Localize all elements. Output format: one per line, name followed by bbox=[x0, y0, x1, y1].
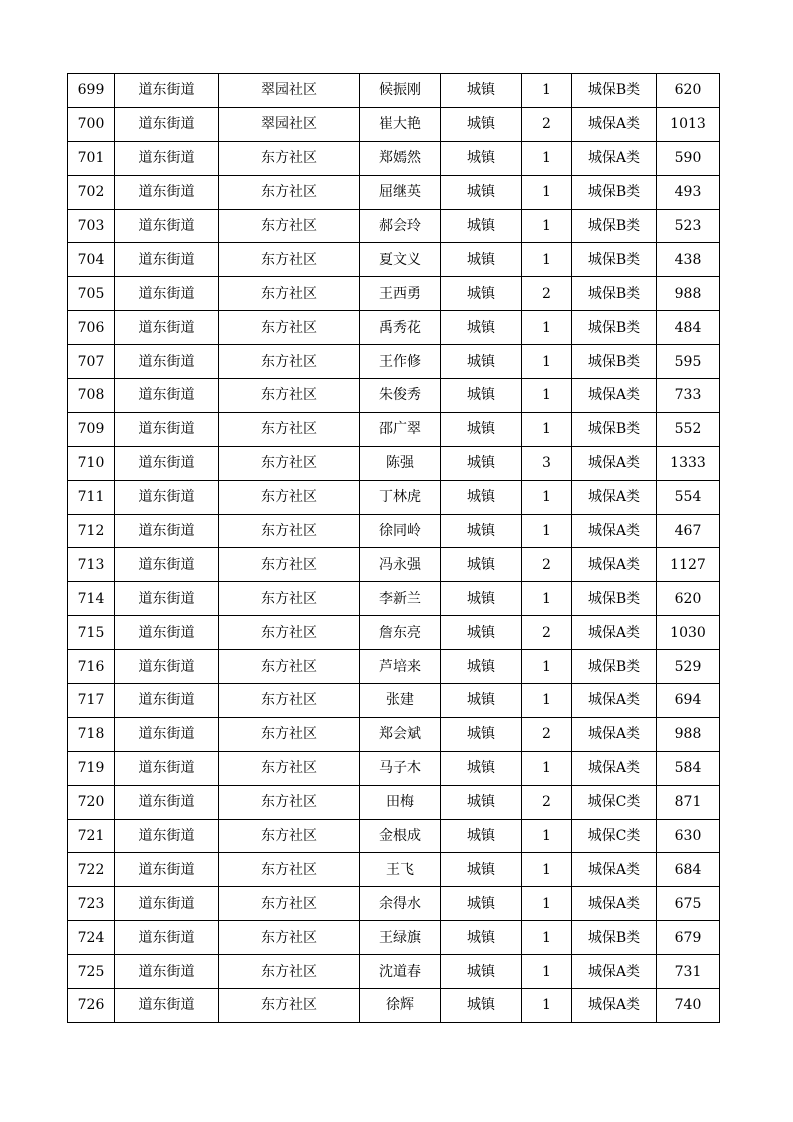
table-row bbox=[68, 74, 720, 108]
area-type-cell: 城镇 bbox=[441, 548, 522, 582]
person-name-cell: 王作修 bbox=[360, 345, 441, 379]
area-type-cell: 城镇 bbox=[441, 141, 522, 175]
amount-cell: 1333 bbox=[657, 446, 720, 480]
serial-number-cell: 721 bbox=[68, 819, 115, 853]
community-cell: 东方社区 bbox=[219, 853, 360, 887]
person-name-cell: 詹东亮 bbox=[360, 616, 441, 650]
serial-number-cell: 712 bbox=[68, 514, 115, 548]
serial-number-cell: 717 bbox=[68, 684, 115, 718]
amount-cell: 529 bbox=[657, 650, 720, 684]
category-cell: 城保B类 bbox=[572, 74, 657, 108]
household-size-cell: 1 bbox=[522, 379, 572, 413]
street-cell: 道东街道 bbox=[115, 955, 219, 989]
street-cell: 道东街道 bbox=[115, 548, 219, 582]
household-size-cell: 2 bbox=[522, 616, 572, 650]
serial-number-cell: 710 bbox=[68, 446, 115, 480]
household-size-cell: 1 bbox=[522, 311, 572, 345]
area-type-cell: 城镇 bbox=[441, 345, 522, 379]
area-type-cell: 城镇 bbox=[441, 480, 522, 514]
household-size-cell: 2 bbox=[522, 277, 572, 311]
category-cell: 城保A类 bbox=[572, 853, 657, 887]
street-cell: 道东街道 bbox=[115, 616, 219, 650]
table-row bbox=[68, 921, 720, 955]
amount-cell: 988 bbox=[657, 277, 720, 311]
street-cell: 道东街道 bbox=[115, 345, 219, 379]
amount-cell: 552 bbox=[657, 412, 720, 446]
amount-cell: 493 bbox=[657, 175, 720, 209]
serial-number-cell: 706 bbox=[68, 311, 115, 345]
serial-number-cell: 709 bbox=[68, 412, 115, 446]
community-cell: 东方社区 bbox=[219, 989, 360, 1023]
person-name-cell: 邵广翠 bbox=[360, 412, 441, 446]
household-size-cell: 2 bbox=[522, 717, 572, 751]
household-size-cell: 1 bbox=[522, 480, 572, 514]
category-cell: 城保A类 bbox=[572, 989, 657, 1023]
category-cell: 城保A类 bbox=[572, 955, 657, 989]
community-cell: 东方社区 bbox=[219, 921, 360, 955]
area-type-cell: 城镇 bbox=[441, 989, 522, 1023]
category-cell: 城保A类 bbox=[572, 514, 657, 548]
community-cell: 东方社区 bbox=[219, 548, 360, 582]
person-name-cell: 徐同岭 bbox=[360, 514, 441, 548]
area-type-cell: 城镇 bbox=[441, 209, 522, 243]
household-size-cell: 1 bbox=[522, 243, 572, 277]
category-cell: 城保B类 bbox=[572, 175, 657, 209]
amount-cell: 1127 bbox=[657, 548, 720, 582]
area-type-cell: 城镇 bbox=[441, 379, 522, 413]
household-size-cell: 3 bbox=[522, 446, 572, 480]
area-type-cell: 城镇 bbox=[441, 446, 522, 480]
table-row bbox=[68, 717, 720, 751]
category-cell: 城保A类 bbox=[572, 887, 657, 921]
table-row bbox=[68, 379, 720, 413]
area-type-cell: 城镇 bbox=[441, 751, 522, 785]
serial-number-cell: 701 bbox=[68, 141, 115, 175]
area-type-cell: 城镇 bbox=[441, 819, 522, 853]
area-type-cell: 城镇 bbox=[441, 684, 522, 718]
amount-cell: 988 bbox=[657, 717, 720, 751]
street-cell: 道东街道 bbox=[115, 684, 219, 718]
amount-cell: 467 bbox=[657, 514, 720, 548]
amount-cell: 484 bbox=[657, 311, 720, 345]
household-size-cell: 1 bbox=[522, 582, 572, 616]
amount-cell: 675 bbox=[657, 887, 720, 921]
household-size-cell: 1 bbox=[522, 514, 572, 548]
community-cell: 东方社区 bbox=[219, 582, 360, 616]
area-type-cell: 城镇 bbox=[441, 107, 522, 141]
household-size-cell: 1 bbox=[522, 412, 572, 446]
serial-number-cell: 726 bbox=[68, 989, 115, 1023]
area-type-cell: 城镇 bbox=[441, 582, 522, 616]
table-row bbox=[68, 989, 720, 1023]
area-type-cell: 城镇 bbox=[441, 887, 522, 921]
amount-cell: 731 bbox=[657, 955, 720, 989]
household-size-cell: 1 bbox=[522, 887, 572, 921]
household-size-cell: 1 bbox=[522, 684, 572, 718]
street-cell: 道东街道 bbox=[115, 819, 219, 853]
person-name-cell: 田梅 bbox=[360, 785, 441, 819]
category-cell: 城保B类 bbox=[572, 412, 657, 446]
household-size-cell: 1 bbox=[522, 989, 572, 1023]
household-size-cell: 1 bbox=[522, 345, 572, 379]
street-cell: 道东街道 bbox=[115, 175, 219, 209]
category-cell: 城保A类 bbox=[572, 751, 657, 785]
amount-cell: 630 bbox=[657, 819, 720, 853]
table-row bbox=[68, 209, 720, 243]
household-size-cell: 2 bbox=[522, 107, 572, 141]
person-name-cell: 郑嫣然 bbox=[360, 141, 441, 175]
serial-number-cell: 711 bbox=[68, 480, 115, 514]
category-cell: 城保B类 bbox=[572, 209, 657, 243]
table-row bbox=[68, 785, 720, 819]
table-row bbox=[68, 243, 720, 277]
category-cell: 城保A类 bbox=[572, 616, 657, 650]
serial-number-cell: 702 bbox=[68, 175, 115, 209]
category-cell: 城保A类 bbox=[572, 548, 657, 582]
amount-cell: 590 bbox=[657, 141, 720, 175]
street-cell: 道东街道 bbox=[115, 887, 219, 921]
person-name-cell: 王飞 bbox=[360, 853, 441, 887]
person-name-cell: 夏文义 bbox=[360, 243, 441, 277]
community-cell: 东方社区 bbox=[219, 141, 360, 175]
household-size-cell: 1 bbox=[522, 751, 572, 785]
area-type-cell: 城镇 bbox=[441, 717, 522, 751]
street-cell: 道东街道 bbox=[115, 582, 219, 616]
amount-cell: 871 bbox=[657, 785, 720, 819]
community-cell: 东方社区 bbox=[219, 277, 360, 311]
person-name-cell: 沈道春 bbox=[360, 955, 441, 989]
serial-number-cell: 714 bbox=[68, 582, 115, 616]
street-cell: 道东街道 bbox=[115, 785, 219, 819]
community-cell: 东方社区 bbox=[219, 175, 360, 209]
street-cell: 道东街道 bbox=[115, 446, 219, 480]
community-cell: 东方社区 bbox=[219, 243, 360, 277]
street-cell: 道东街道 bbox=[115, 717, 219, 751]
community-cell: 翠园社区 bbox=[219, 74, 360, 108]
category-cell: 城保B类 bbox=[572, 311, 657, 345]
community-cell: 东方社区 bbox=[219, 785, 360, 819]
household-size-cell: 1 bbox=[522, 74, 572, 108]
table-row bbox=[68, 582, 720, 616]
amount-cell: 733 bbox=[657, 379, 720, 413]
category-cell: 城保A类 bbox=[572, 107, 657, 141]
serial-number-cell: 708 bbox=[68, 379, 115, 413]
community-cell: 东方社区 bbox=[219, 887, 360, 921]
category-cell: 城保A类 bbox=[572, 141, 657, 175]
table-row bbox=[68, 684, 720, 718]
household-size-cell: 1 bbox=[522, 819, 572, 853]
community-cell: 东方社区 bbox=[219, 819, 360, 853]
table-row bbox=[68, 853, 720, 887]
street-cell: 道东街道 bbox=[115, 412, 219, 446]
table-row bbox=[68, 141, 720, 175]
area-type-cell: 城镇 bbox=[441, 412, 522, 446]
category-cell: 城保B类 bbox=[572, 345, 657, 379]
amount-cell: 694 bbox=[657, 684, 720, 718]
category-cell: 城保A类 bbox=[572, 717, 657, 751]
category-cell: 城保B类 bbox=[572, 921, 657, 955]
community-cell: 东方社区 bbox=[219, 514, 360, 548]
person-name-cell: 芦培来 bbox=[360, 650, 441, 684]
street-cell: 道东街道 bbox=[115, 243, 219, 277]
community-cell: 东方社区 bbox=[219, 616, 360, 650]
street-cell: 道东街道 bbox=[115, 141, 219, 175]
community-cell: 东方社区 bbox=[219, 209, 360, 243]
amount-cell: 679 bbox=[657, 921, 720, 955]
serial-number-cell: 699 bbox=[68, 74, 115, 108]
amount-cell: 438 bbox=[657, 243, 720, 277]
serial-number-cell: 716 bbox=[68, 650, 115, 684]
serial-number-cell: 723 bbox=[68, 887, 115, 921]
table-row bbox=[68, 514, 720, 548]
amount-cell: 620 bbox=[657, 74, 720, 108]
area-type-cell: 城镇 bbox=[441, 514, 522, 548]
household-size-cell: 1 bbox=[522, 955, 572, 989]
table-row bbox=[68, 650, 720, 684]
community-cell: 东方社区 bbox=[219, 650, 360, 684]
person-name-cell: 崔大艳 bbox=[360, 107, 441, 141]
person-name-cell: 屈继英 bbox=[360, 175, 441, 209]
household-size-cell: 1 bbox=[522, 650, 572, 684]
table-row bbox=[68, 175, 720, 209]
amount-cell: 740 bbox=[657, 989, 720, 1023]
category-cell: 城保B类 bbox=[572, 582, 657, 616]
person-name-cell: 徐辉 bbox=[360, 989, 441, 1023]
person-name-cell: 王西勇 bbox=[360, 277, 441, 311]
category-cell: 城保C类 bbox=[572, 785, 657, 819]
amount-cell: 584 bbox=[657, 751, 720, 785]
person-name-cell: 郝会玲 bbox=[360, 209, 441, 243]
beneficiary-table bbox=[67, 73, 720, 1023]
person-name-cell: 候振刚 bbox=[360, 74, 441, 108]
person-name-cell: 郑会斌 bbox=[360, 717, 441, 751]
person-name-cell: 朱俊秀 bbox=[360, 379, 441, 413]
community-cell: 东方社区 bbox=[219, 751, 360, 785]
street-cell: 道东街道 bbox=[115, 277, 219, 311]
street-cell: 道东街道 bbox=[115, 209, 219, 243]
table-row bbox=[68, 311, 720, 345]
household-size-cell: 1 bbox=[522, 141, 572, 175]
area-type-cell: 城镇 bbox=[441, 175, 522, 209]
person-name-cell: 金根成 bbox=[360, 819, 441, 853]
category-cell: 城保A类 bbox=[572, 480, 657, 514]
amount-cell: 523 bbox=[657, 209, 720, 243]
category-cell: 城保B类 bbox=[572, 277, 657, 311]
person-name-cell: 张建 bbox=[360, 684, 441, 718]
household-size-cell: 1 bbox=[522, 175, 572, 209]
person-name-cell: 禹秀花 bbox=[360, 311, 441, 345]
category-cell: 城保A类 bbox=[572, 379, 657, 413]
street-cell: 道东街道 bbox=[115, 107, 219, 141]
person-name-cell: 王绿旗 bbox=[360, 921, 441, 955]
category-cell: 城保B类 bbox=[572, 243, 657, 277]
person-name-cell: 丁林虎 bbox=[360, 480, 441, 514]
community-cell: 东方社区 bbox=[219, 311, 360, 345]
category-cell: 城保B类 bbox=[572, 650, 657, 684]
community-cell: 东方社区 bbox=[219, 446, 360, 480]
document-page bbox=[67, 73, 719, 1023]
category-cell: 城保C类 bbox=[572, 819, 657, 853]
person-name-cell: 李新兰 bbox=[360, 582, 441, 616]
area-type-cell: 城镇 bbox=[441, 243, 522, 277]
table-row bbox=[68, 887, 720, 921]
area-type-cell: 城镇 bbox=[441, 955, 522, 989]
serial-number-cell: 704 bbox=[68, 243, 115, 277]
category-cell: 城保A类 bbox=[572, 684, 657, 718]
community-cell: 东方社区 bbox=[219, 955, 360, 989]
serial-number-cell: 724 bbox=[68, 921, 115, 955]
street-cell: 道东街道 bbox=[115, 921, 219, 955]
household-size-cell: 2 bbox=[522, 548, 572, 582]
street-cell: 道东街道 bbox=[115, 989, 219, 1023]
area-type-cell: 城镇 bbox=[441, 616, 522, 650]
community-cell: 翠园社区 bbox=[219, 107, 360, 141]
community-cell: 东方社区 bbox=[219, 717, 360, 751]
area-type-cell: 城镇 bbox=[441, 921, 522, 955]
amount-cell: 684 bbox=[657, 853, 720, 887]
table-row bbox=[68, 412, 720, 446]
street-cell: 道东街道 bbox=[115, 650, 219, 684]
serial-number-cell: 703 bbox=[68, 209, 115, 243]
area-type-cell: 城镇 bbox=[441, 853, 522, 887]
category-cell: 城保A类 bbox=[572, 446, 657, 480]
amount-cell: 554 bbox=[657, 480, 720, 514]
area-type-cell: 城镇 bbox=[441, 650, 522, 684]
table-body bbox=[68, 74, 720, 1023]
table-row bbox=[68, 277, 720, 311]
table-row bbox=[68, 345, 720, 379]
area-type-cell: 城镇 bbox=[441, 785, 522, 819]
serial-number-cell: 700 bbox=[68, 107, 115, 141]
street-cell: 道东街道 bbox=[115, 74, 219, 108]
table-row bbox=[68, 107, 720, 141]
community-cell: 东方社区 bbox=[219, 345, 360, 379]
community-cell: 东方社区 bbox=[219, 379, 360, 413]
street-cell: 道东街道 bbox=[115, 379, 219, 413]
person-name-cell: 余得水 bbox=[360, 887, 441, 921]
amount-cell: 595 bbox=[657, 345, 720, 379]
serial-number-cell: 705 bbox=[68, 277, 115, 311]
household-size-cell: 2 bbox=[522, 785, 572, 819]
table-row bbox=[68, 480, 720, 514]
serial-number-cell: 725 bbox=[68, 955, 115, 989]
table-row bbox=[68, 955, 720, 989]
amount-cell: 620 bbox=[657, 582, 720, 616]
street-cell: 道东街道 bbox=[115, 853, 219, 887]
community-cell: 东方社区 bbox=[219, 684, 360, 718]
amount-cell: 1013 bbox=[657, 107, 720, 141]
street-cell: 道东街道 bbox=[115, 514, 219, 548]
person-name-cell: 冯永强 bbox=[360, 548, 441, 582]
table-row bbox=[68, 548, 720, 582]
table-row bbox=[68, 751, 720, 785]
area-type-cell: 城镇 bbox=[441, 277, 522, 311]
serial-number-cell: 718 bbox=[68, 717, 115, 751]
community-cell: 东方社区 bbox=[219, 480, 360, 514]
area-type-cell: 城镇 bbox=[441, 74, 522, 108]
serial-number-cell: 713 bbox=[68, 548, 115, 582]
household-size-cell: 1 bbox=[522, 209, 572, 243]
serial-number-cell: 715 bbox=[68, 616, 115, 650]
street-cell: 道东街道 bbox=[115, 751, 219, 785]
street-cell: 道东街道 bbox=[115, 480, 219, 514]
area-type-cell: 城镇 bbox=[441, 311, 522, 345]
serial-number-cell: 722 bbox=[68, 853, 115, 887]
table-row bbox=[68, 819, 720, 853]
serial-number-cell: 719 bbox=[68, 751, 115, 785]
amount-cell: 1030 bbox=[657, 616, 720, 650]
person-name-cell: 陈强 bbox=[360, 446, 441, 480]
community-cell: 东方社区 bbox=[219, 412, 360, 446]
household-size-cell: 1 bbox=[522, 853, 572, 887]
person-name-cell: 马子木 bbox=[360, 751, 441, 785]
table-row bbox=[68, 616, 720, 650]
street-cell: 道东街道 bbox=[115, 311, 219, 345]
serial-number-cell: 720 bbox=[68, 785, 115, 819]
serial-number-cell: 707 bbox=[68, 345, 115, 379]
household-size-cell: 1 bbox=[522, 921, 572, 955]
table-row bbox=[68, 446, 720, 480]
